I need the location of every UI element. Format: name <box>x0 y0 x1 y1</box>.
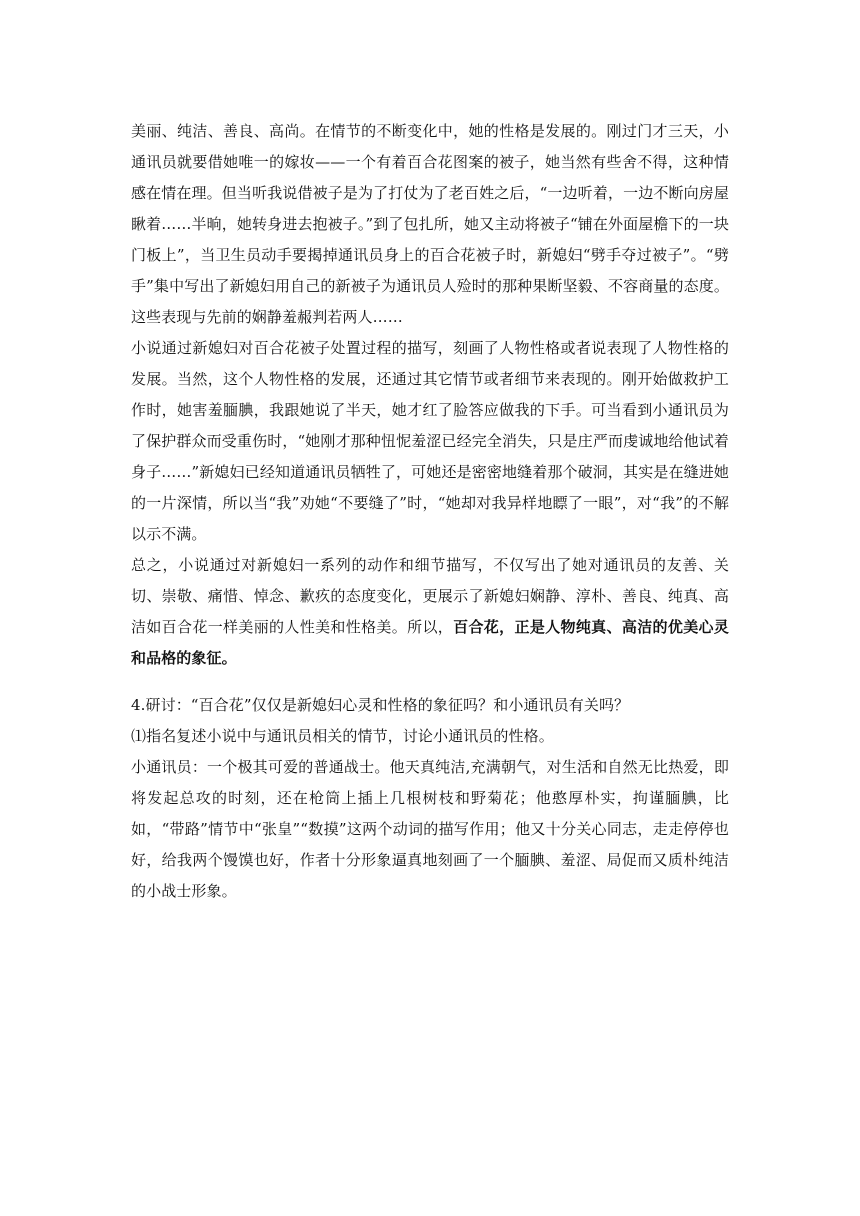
paragraph-spacer <box>131 674 729 690</box>
paragraph-2: 小说通过新媳妇对百合花被子处置过程的描写，刻画了人物性格或者说表现了人物性格的发展。当然，这个人物性格的发展，还通过其它情节或者细节来表现的。刚开始做救护工作时，她害羞腼腆，我跟她说了半天，她才红了脸答应做我的下手。可当看到小通讯员为了保护群众而受重伤时，“她刚才那种忸怩羞涩已经完全消失，只是庄严而虔诚地给他试着身子……”新媳妇已经知道通讯员牺牲了，可她还是密密地缝着那个破洞，其实是在缝进她的一片深情，所以当“我”劝她“不要缝了”时，“她却对我异样地瞟了一眼”，对“我”的不解以示不满。 <box>131 339 729 543</box>
paragraph-3-text: 总之，小说通过对新媳妇一系列的动作和细节描写，不仅写出了她对通讯员的友善、关切、崇敬、痛惜、悼念、歉疚的态度变化，更展示了新媳妇娴静、淳朴、善良、纯真、高洁如百合花一样美丽的人性美和性格美。所以， <box>131 556 729 636</box>
paragraph-3-bold-conclusion: 百合花，正是人物纯真、高洁的优美心灵和品格的象征。 <box>131 618 729 667</box>
paragraph-4-question: 4.研讨：“百合花”仅仅是新媳妇心灵和性格的象征吗？和小通讯员有关吗？ <box>131 696 630 714</box>
paragraph-5-task: ⑴指名复述小说中与通讯员相关的情节，讨论小通讯员的性格。 <box>131 727 554 745</box>
paragraph-1: 美丽、纯洁、善良、高尚。在情节的不断变化中，她的性格是发展的。刚过门才三天，小通讯员就要借她唯一的嫁妆——一个有着百合花图案的被子，她当然有些舍不得，这种情感在情在理。但当听我说借被子是为了打仗为了老百姓之后，“一边听着，一边不断向房屋瞅着……半晌，她转身进去抱被子。”到了包扎所，她又主动将被子“铺在外面屋檐下的一块门板上”，当卫生员动手要揭掉通讯员身上的百合花被子时，新媳妇“劈手夺过被子”。“劈手”集中写出了新媳妇用自己的新被子为通讯员人殓时的那种果断坚毅、不容商量的态度。这些表现与先前的娴静羞赧判若两人…… <box>131 122 729 326</box>
paragraph-3 <box>131 550 729 674</box>
paragraph-6: 小通讯员：一个极其可爱的普通战士。他天真纯洁,充满朝气，对生活和自然无比热爱，即将发起总攻的时刻，还在枪筒上插上几根树枝和野菊花；他憨厚朴实，拘谨腼腆，比如，“带路”情节中“张皇”“数摸”这两个动词的描写作用；他又十分关心同志，走走停停也好，给我两个馒馍也好，作者十分形象逼真地刻画了一个腼腆、羞涩、局促而又质朴纯洁的小战士形象。 <box>131 758 729 900</box>
document-body <box>131 116 729 907</box>
